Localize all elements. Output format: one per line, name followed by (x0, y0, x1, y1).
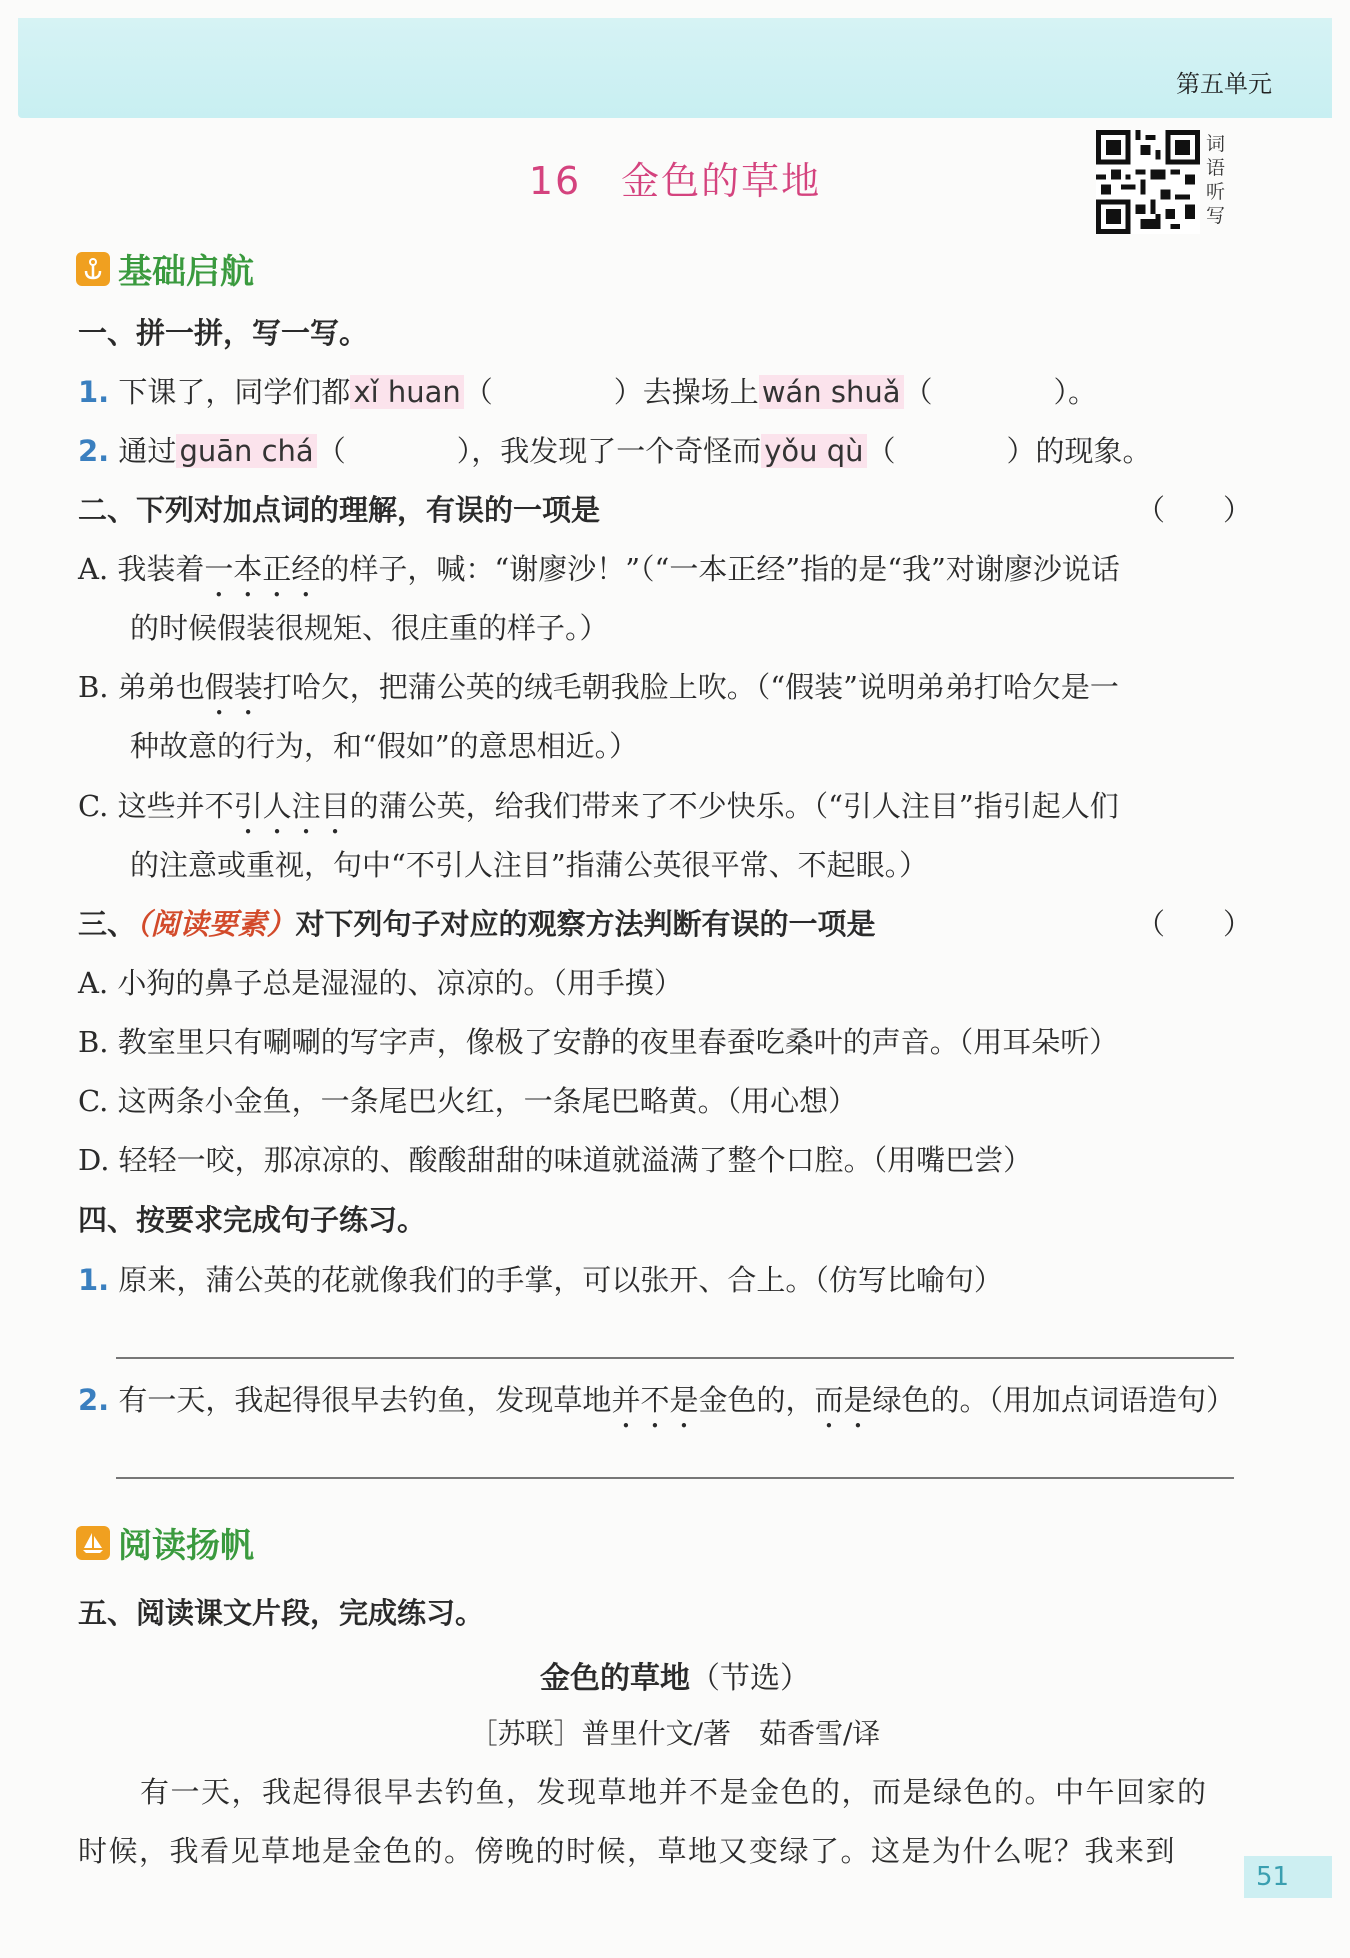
q4-heading: 四、按要求完成句子练习。 (78, 1203, 427, 1237)
q4-item-1 (78, 1260, 1003, 1300)
q2-heading: 二、下列对加点词的理解，有误的一项是 (78, 493, 601, 527)
item-number: 1. (78, 1263, 110, 1297)
item-number: 2. (78, 1383, 110, 1417)
q2-option-b-cont: 种故意的行为，和“假如”的意思相近。） (130, 729, 639, 763)
q1-item-1 (78, 372, 1097, 412)
q2-option-a (78, 549, 1120, 604)
dotted-word: 引人注目 (233, 789, 350, 823)
passage-paragraph-line-2: 时候，我看见草地是金色的。傍晚的时候，草地又变绿了。这是为什么呢？我来到 (78, 1834, 1177, 1868)
item-text: ），我发现了一个奇怪而 (456, 434, 762, 468)
item-text: 金色的， (698, 1383, 815, 1417)
answer-line-1[interactable] (116, 1357, 1234, 1359)
q2-option-a-cont: 的时候假装很规矩、很庄重的样子。） (130, 611, 609, 645)
q2-answer-blank[interactable]: （ ） (1136, 493, 1253, 527)
qr-code-icon[interactable] (1096, 130, 1200, 234)
section-basic-label: 基础启航 (118, 252, 254, 292)
q1-item-2 (78, 431, 1152, 471)
option-text: B. 弟弟也 (78, 670, 205, 704)
answer-blank[interactable]: （ (316, 434, 346, 468)
section-reading-heading (76, 1518, 254, 1567)
item-text: ）。 (1053, 375, 1098, 409)
q3-answer-blank[interactable]: （ ） (1136, 907, 1253, 941)
pinyin: guān chá (176, 434, 316, 468)
passage-title (0, 1653, 1350, 1697)
item-text: 原来，蒲公英的花就像我们的手掌，可以张开、合上。（仿写比喻句） (118, 1263, 1003, 1297)
dotted-word: 一本正经 (204, 552, 321, 586)
q3-option-b: B. 教室里只有唰唰的写字声，像极了安静的夜里春蚕吃桑叶的声音。（用耳朵听） (78, 1025, 1119, 1059)
unit-label: 第五单元 (1176, 70, 1272, 98)
passage-author: ［苏联］普里什文/著 茹香雪/译 (469, 1717, 881, 1750)
option-text: 的样子，喊：“谢廖沙！”（“一本正经”指的是“我”对谢廖沙说话 (320, 552, 1120, 586)
q3-heading (78, 904, 876, 944)
q3-text: 对下列句子对应的观察方法判断有误的一项是 (295, 907, 876, 941)
section-reading-label: 阅读扬帆 (118, 1526, 254, 1566)
pinyin: wán shuǎ (759, 375, 904, 409)
header-band (18, 18, 1332, 118)
q3-option-c: C. 这两条小金鱼，一条尾巴火红，一条尾巴略黄。（用心想） (78, 1084, 858, 1118)
q3-option-a: A. 小狗的鼻子总是湿湿的、凉凉的。（用手摸） (78, 966, 683, 1000)
option-text: C. 这些并不 (78, 789, 234, 823)
item-text: ）的现象。 (1006, 434, 1152, 468)
anchor-icon (76, 252, 110, 286)
dotted-word: 而是 (814, 1383, 873, 1417)
option-text: A. 我装着 (78, 552, 205, 586)
sail-icon (76, 1526, 110, 1560)
pinyin: xǐ huan (350, 375, 463, 409)
passage-title-text: 金色的草地 (540, 1661, 690, 1696)
answer-blank[interactable]: （ (866, 434, 896, 468)
q3-prefix: 三、 (78, 907, 137, 941)
lesson-title: 16 金色的草地 (528, 159, 822, 203)
item-text: 通过 (118, 434, 177, 468)
qr-label: 词语听写 (1206, 133, 1226, 227)
q2-option-b (78, 667, 1119, 722)
answer-line-2[interactable] (116, 1477, 1234, 1479)
item-number: 2. (78, 434, 110, 468)
dotted-word: 并不是 (611, 1383, 699, 1417)
item-text: 绿色的。（用加点词语造句） (872, 1383, 1235, 1417)
q5-heading: 五、阅读课文片段，完成练习。 (78, 1596, 485, 1630)
reading-element-tag: （阅读要素） (136, 907, 296, 941)
item-text: 有一天，我起得很早去钓鱼，发现草地 (118, 1383, 612, 1417)
option-text: 的蒲公英，给我们带来了不少快乐。（“引人注目”指引起人们 (349, 789, 1119, 823)
pinyin: yǒu qù (761, 434, 866, 468)
section-basic-heading (76, 244, 254, 293)
passage-paragraph-line-1: 有一天，我起得很早去钓鱼，发现草地并不是金色的，而是绿色的。中午回家的 (140, 1775, 1208, 1809)
item-text: 下课了，同学们都 (118, 375, 351, 409)
passage-note: （节选） (690, 1661, 810, 1696)
item-number: 1. (78, 375, 110, 409)
q1-heading: 一、拼一拼，写一写。 (78, 316, 369, 350)
answer-blank[interactable]: （ (463, 375, 493, 409)
answer-blank[interactable]: （ (903, 375, 933, 409)
q2-option-c (78, 786, 1119, 841)
item-text: ）去操场上 (613, 375, 759, 409)
q4-item-2 (78, 1380, 1235, 1435)
dotted-word: 假装 (204, 670, 263, 704)
option-text: 打哈欠，把蒲公英的绒毛朝我脸上吹。（“假装”说明弟弟打哈欠是一 (262, 670, 1119, 704)
page-number: 51 (1244, 1856, 1332, 1898)
q2-option-c-cont: 的注意或重视，句中“不引人注目”指蒲公英很平常、不起眼。） (130, 848, 929, 882)
q3-option-d: D. 轻轻一咬，那凉凉的、酸酸甜甜的味道就溢满了整个口腔。（用嘴巴尝） (78, 1143, 1033, 1177)
